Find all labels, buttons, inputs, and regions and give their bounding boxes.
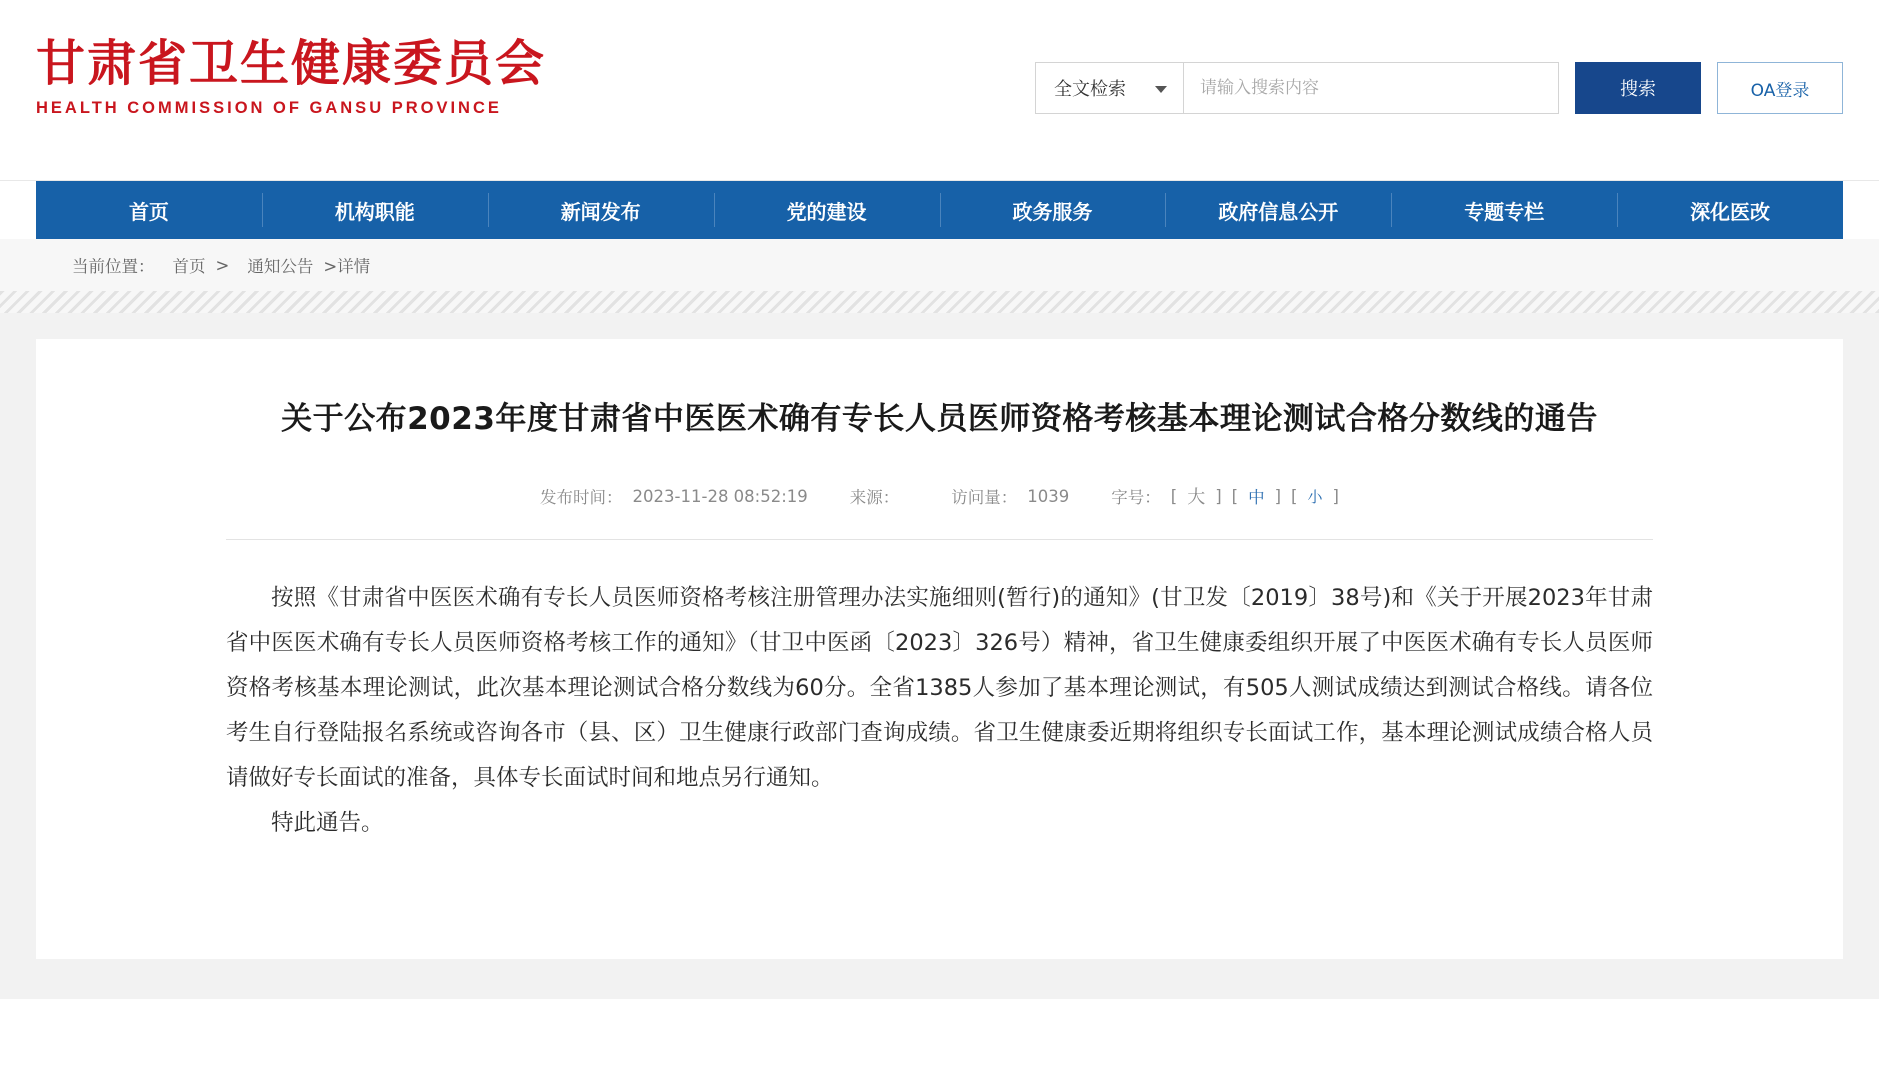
- hatch-divider: [0, 291, 1879, 313]
- breadcrumb-item-notices[interactable]: 通知公告: [247, 257, 314, 276]
- source-label: 来源：: [849, 488, 900, 508]
- breadcrumb-separator-2: >详情: [323, 257, 371, 276]
- article-meta: [226, 483, 1653, 509]
- search-scope-label: 全文检索: [1054, 79, 1126, 100]
- breadcrumb: [0, 239, 1879, 291]
- fontsize-medium-bracket-close: ]: [1274, 486, 1282, 506]
- fontsize-small-button[interactable]: 小: [1307, 487, 1323, 506]
- nav-item-special-columns[interactable]: 专题专栏: [1391, 181, 1617, 239]
- oa-login-button[interactable]: OA登录: [1717, 62, 1843, 114]
- meta-divider: [226, 539, 1653, 540]
- views-label: 访问量：: [951, 488, 1018, 508]
- search-area: [1035, 62, 1843, 114]
- nav-item-healthcare-reform[interactable]: 深化医改: [1617, 181, 1843, 239]
- site-header: [0, 0, 1879, 181]
- logo-title-en: HEALTH COMMISSION OF GANSU PROVINCE: [36, 99, 502, 118]
- breadcrumb-label: 当前位置：: [72, 257, 155, 276]
- article-body: [226, 576, 1653, 846]
- nav-item-functions[interactable]: 机构职能: [262, 181, 488, 239]
- fontsize-large-bracket-close: ]: [1215, 486, 1222, 506]
- nav-item-news[interactable]: 新闻发布: [488, 181, 714, 239]
- logo-title-cn: 甘肃省卫生健康委员会: [36, 35, 547, 92]
- publish-time-label: 发布时间：: [540, 488, 623, 508]
- chevron-down-icon: [1155, 86, 1167, 93]
- article-card: [36, 339, 1843, 959]
- breadcrumb-separator-1: >: [215, 255, 230, 275]
- fontsize-large-button[interactable]: 大: [1187, 487, 1206, 509]
- page-background: [0, 313, 1879, 999]
- fontsize-medium-bracket-open: [: [1231, 486, 1239, 506]
- search-scope-select[interactable]: [1035, 62, 1183, 114]
- views-value: 1039: [1027, 486, 1070, 506]
- search-input[interactable]: [1183, 62, 1559, 114]
- site-logo[interactable]: [36, 36, 546, 118]
- nav-item-gov-info-disclosure[interactable]: 政府信息公开: [1165, 181, 1391, 239]
- article-paragraph: 按照《甘肃省中医医术确有专长人员医师资格考核注册管理办法实施细则(暂行)的通知》(甘卫发〔2019〕38号)和《关于开展2023年甘肃省中医医术确有专长人员医师资格考核工作的通知》（甘卫中医函〔2023〕326号）精神，省卫生健康委组织开展了中医医术确有专长人员医师资格考核基本理论测试，此次基本理论测试合格分数线为60分。全省1385人参加了基本理论测试，有505人测试成绩达到测试合格线。请各位考生自行登陆报名系统或咨询各市（县、区）卫生健康行政部门查询成绩。省卫生健康委近期将组织专长面试工作，基本理论测试成绩合格人员请做好专长面试的准备，具体专长面试时间和地点另行通知。: [226, 585, 1653, 792]
- main-nav: [36, 181, 1843, 239]
- fontsize-small-bracket-close: ]: [1332, 486, 1339, 506]
- nav-item-gov-services[interactable]: 政务服务: [940, 181, 1166, 239]
- nav-item-party-building[interactable]: 党的建设: [714, 181, 940, 239]
- page-title: 关于公布2023年度甘肃省中医医术确有专长人员医师资格考核基本理论测试合格分数线的通告: [281, 401, 1598, 437]
- fontsize-medium-button[interactable]: 中: [1248, 488, 1265, 508]
- fontsize-label: 字号：: [1111, 488, 1161, 508]
- breadcrumb-item-home[interactable]: 首页: [172, 257, 206, 276]
- fontsize-small-bracket-open: [: [1291, 486, 1298, 506]
- nav-item-home[interactable]: 首页: [128, 199, 169, 224]
- search-button[interactable]: 搜索: [1575, 62, 1701, 114]
- article-paragraph: 特此通告。: [271, 810, 384, 837]
- fontsize-large-bracket-open: [: [1170, 486, 1178, 506]
- publish-time-value: 2023-11-28 08:52:19: [632, 486, 808, 506]
